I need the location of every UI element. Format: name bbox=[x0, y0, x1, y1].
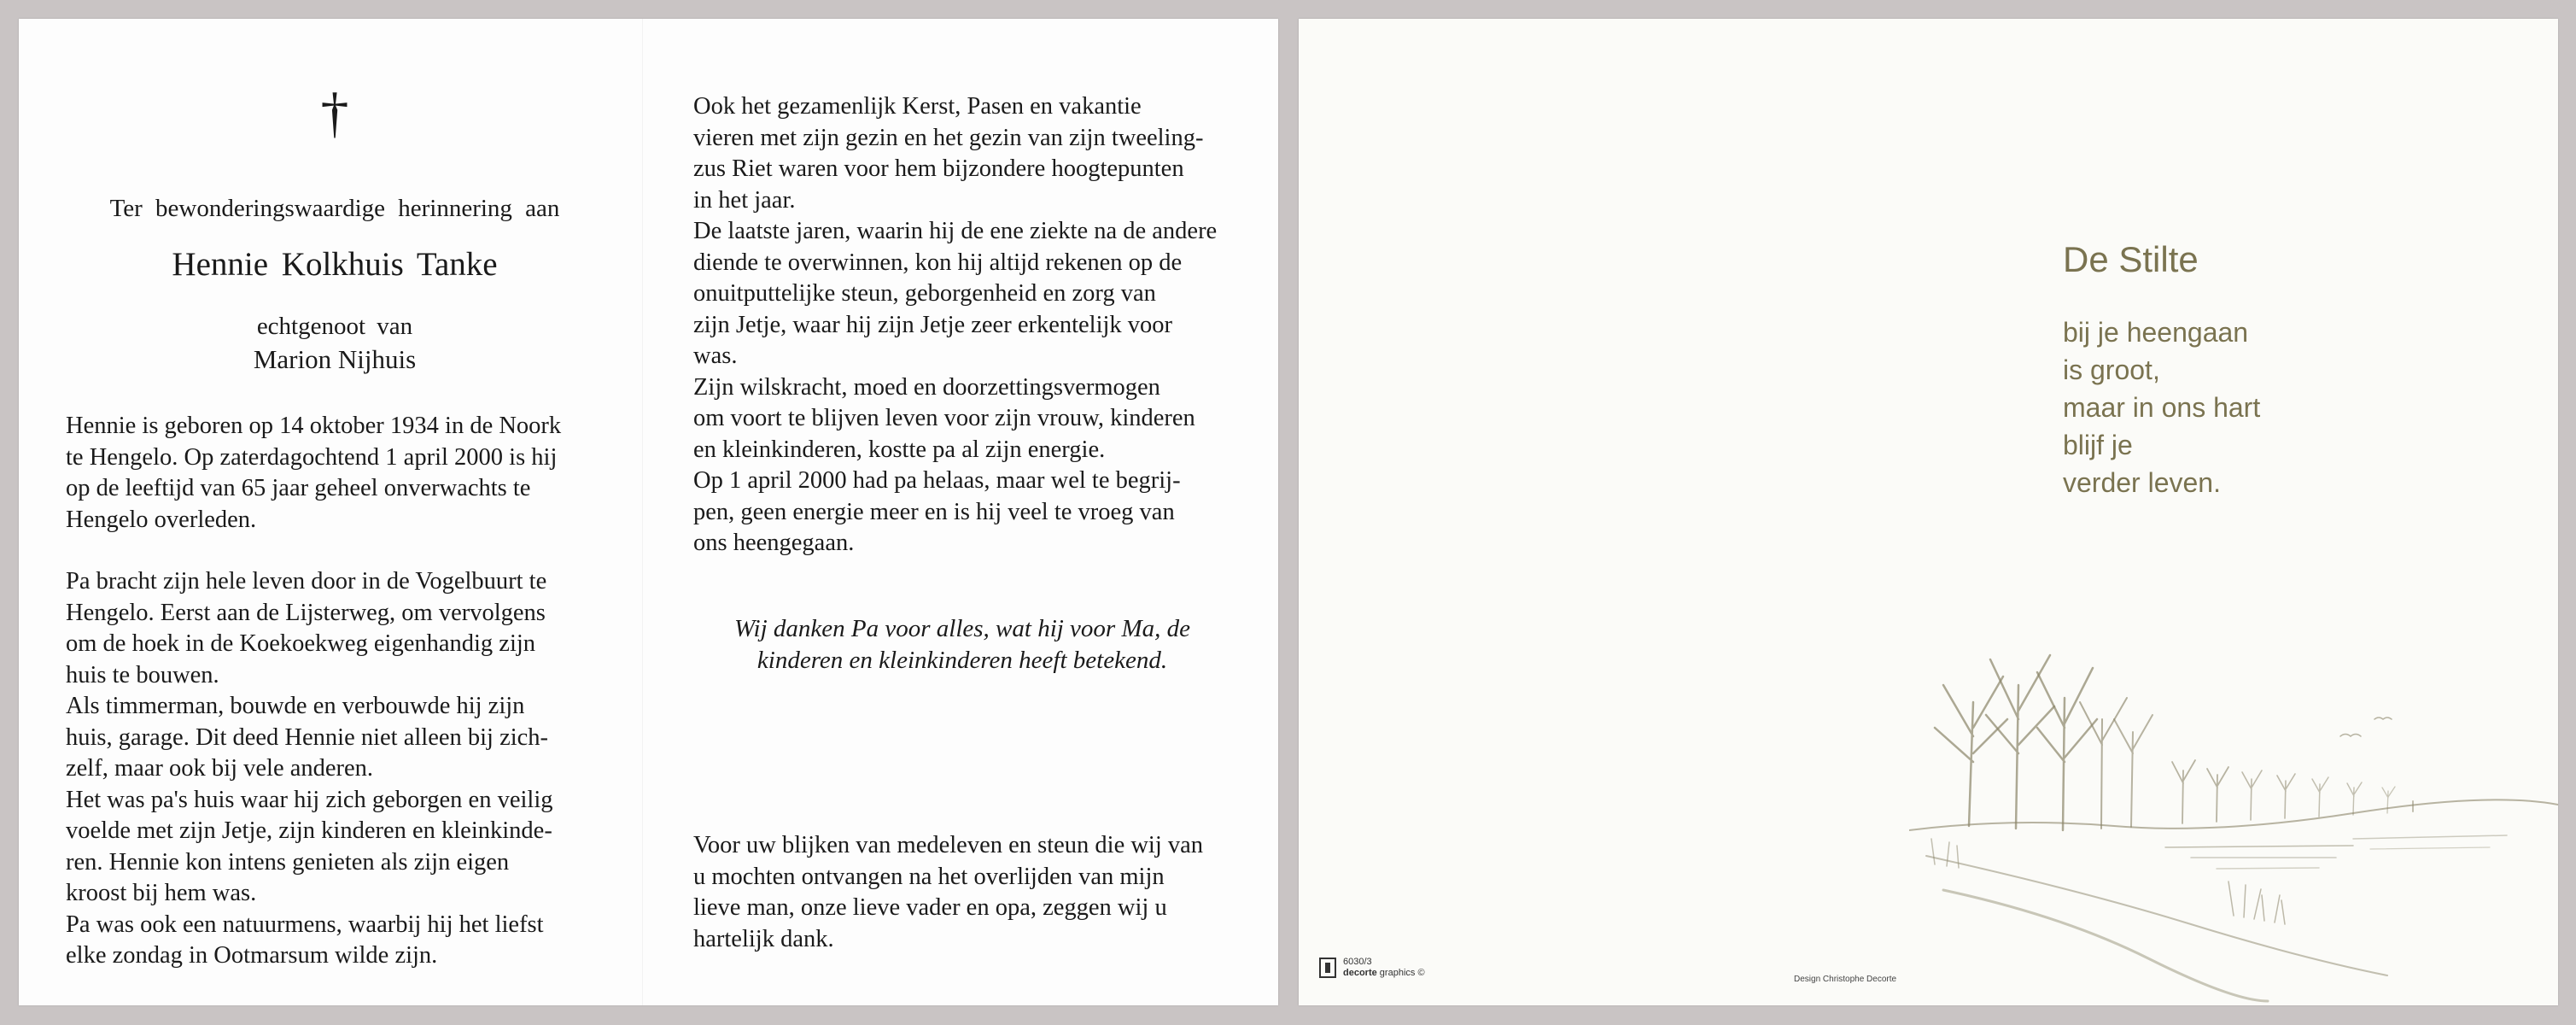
spouse-name: Marion Nijhuis bbox=[253, 344, 417, 374]
poem-line: verder leven. bbox=[2063, 467, 2221, 498]
publisher-text bbox=[1343, 957, 1425, 979]
biography-paragraph-3: Ook het gezamenlijk Kerst, Pasen en vakantie vieren met zijn gezin en het gezin van zijn tweeling- zus Riet waren voor hem bijzondere hoogtepunten in het jaar. De laatste jaren, waarin hij de ene ziekte na de andere diende te overwinnen, kon hij altijd rekenen op de onuitputtelijke steun, geborgenheid en zorg van zijn Jetje, waar hij zijn Jetje zeer erkentelijk voor was. Zijn wilskracht, moed en doorzettingsvermogen om voort te blijven leven voor zijn vrouw, kinderen en kleinkinderen, kostte pa al zijn energie. Op 1 april 2000 had pa helaas, maar wel te begrij- pen, geen energie meer en is hij veel te vroeg van ons heengegaan. bbox=[693, 93, 1218, 556]
publisher-logo bbox=[1319, 957, 1425, 979]
biography-paragraph-1: Hennie is geboren op 14 oktober 1934 in de Noork te Hengelo. Op zaterdagochtend 1 april 2000 is hij op de leeftijd van 65 jaar geheel onverwachts te Hengelo overleden. bbox=[66, 413, 562, 533]
poem-title: De Stilte bbox=[2063, 239, 2199, 279]
intro-text: Ter bewonderingswaardige herinnering aan bbox=[109, 195, 560, 222]
thanks-text: Wij danken Pa voor alles, wat hij voor Ma, de kinderen en kleinkinderen heeft betekend. bbox=[733, 615, 1190, 674]
publisher-code: 6030/3 bbox=[1343, 957, 1372, 967]
design-credit: Design Christophe Decorte bbox=[1794, 975, 1897, 984]
memorial-card-outside bbox=[1299, 19, 2558, 1005]
poem-line: is groot, bbox=[2063, 354, 2160, 385]
card-fold bbox=[642, 19, 643, 1005]
deceased-name: Hennie Kolkhuis Tanke bbox=[172, 246, 498, 283]
spouse-label: echtgenoot van bbox=[256, 313, 413, 340]
closing-text: Voor uw blijken van medeleven en steun die wij van u mochten ontvangen na het overlijden van mijn lieve man, onze lieve vader en opa, zeggen wij u hartelijk dank. bbox=[693, 832, 1204, 952]
landscape-sketch bbox=[1909, 634, 2558, 1005]
poem bbox=[2063, 313, 2260, 501]
poem-line: blijf je bbox=[2063, 430, 2133, 460]
poem-line: bij je heengaan bbox=[2063, 317, 2249, 348]
biography-paragraph-2: Pa bracht zijn hele leven door in de Vogelbuurt te Hengelo. Eerst aan de Lijsterweg, om vervolgens om de hoek in de Koekoekweg eigenhandig zijn huis te bouwen. Als timmerman, bouwde en verbouwde hij zijn huis, garage. Dit deed Hennie niet alleen bij zich- zelf, maar ook bij vele anderen. Het was pa's huis waar hij zich geborgen en veilig voelde met zijn Jetje, zijn kinderen en kleinkinde- ren. Hennie kon intens genieten als zijn eigen kroost bij hem was. Pa was ook een natuurmens, waarbij hij het liefst elke zondag in Ootmarsum wilde zijn. bbox=[66, 568, 553, 969]
poem-line: maar in ons hart bbox=[2063, 392, 2261, 423]
publisher-logo-icon bbox=[1319, 958, 1336, 978]
cross-icon: † bbox=[320, 82, 349, 144]
memorial-card-inside bbox=[19, 19, 1278, 1005]
publisher-name: decorte graphics © bbox=[1343, 968, 1425, 978]
